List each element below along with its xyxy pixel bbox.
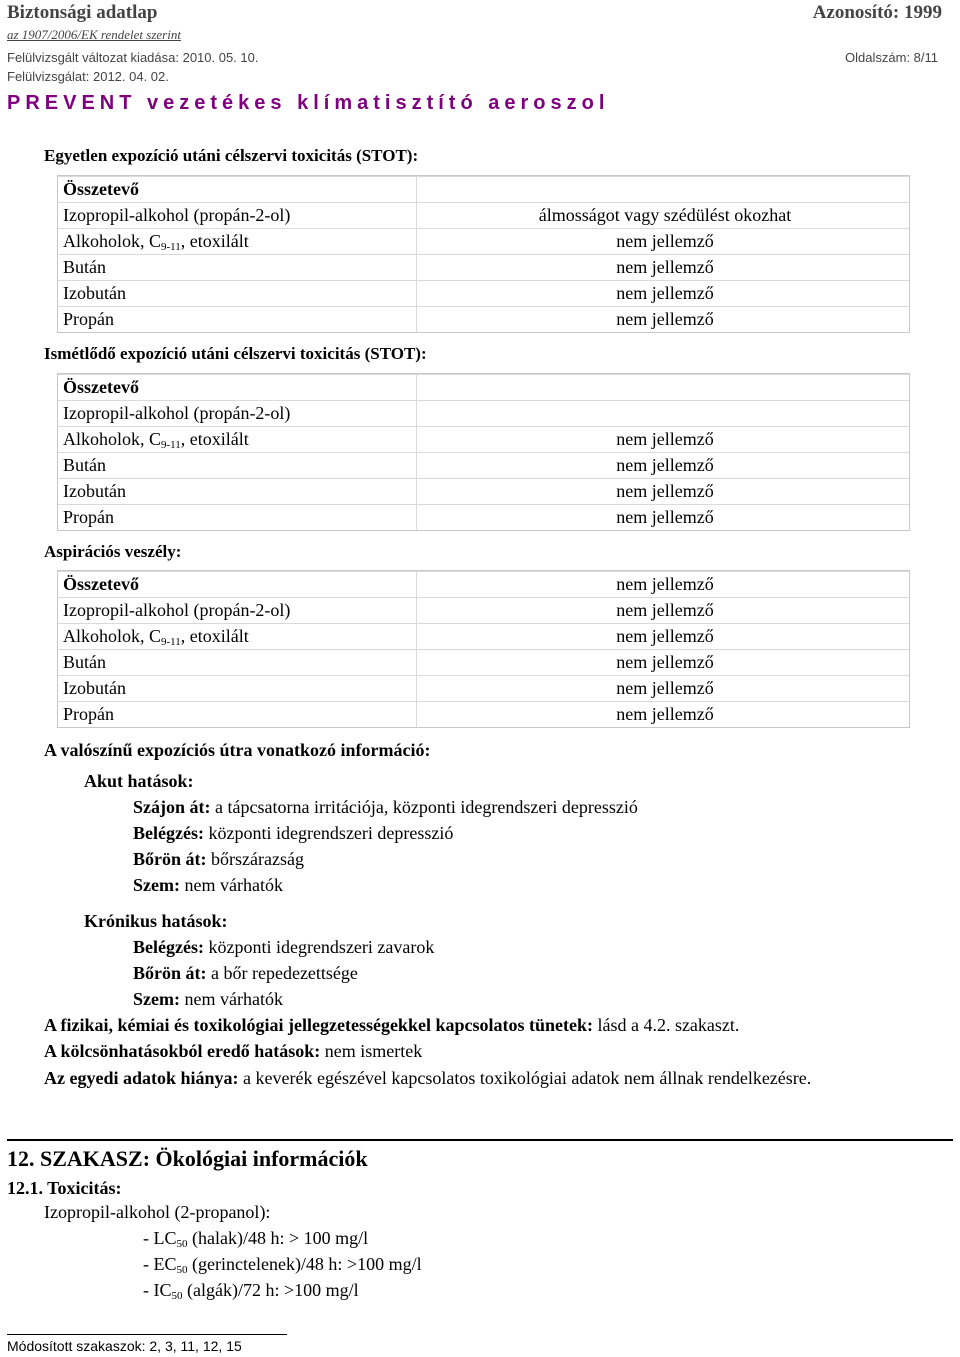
exposure-title: A valószínű expozíciós útra vonatkozó információ: — [44, 740, 431, 760]
aspiration-table — [57, 570, 910, 728]
component-name: Izopropil-alkohol (propán-2-ol) — [63, 205, 291, 225]
acute-effects-title: Akut hatások: — [84, 771, 194, 791]
component-name: Propán — [63, 704, 114, 724]
acute-item: Belégzés: központi idegrendszeri depresszió — [133, 823, 454, 843]
column-header: Összetevő — [63, 574, 139, 594]
chronic-item: Bőrön át: a bőr repedezettsége — [133, 963, 358, 983]
component-value: nem jellemző — [616, 652, 714, 672]
table-row — [58, 306, 909, 332]
table-header-row — [58, 176, 909, 202]
modified-sections: Módosított szakaszok: 2, 3, 11, 12, 15 — [7, 1338, 242, 1354]
component-name: Izobután — [63, 678, 126, 698]
stot-single-table — [57, 175, 910, 333]
component-value: nem jellemző — [616, 231, 714, 251]
component-name: Propán — [63, 309, 114, 329]
product-name: PREVENT vezetékes klímatisztító aeroszol — [7, 92, 610, 114]
component-name: Alkoholok, $C_{9-11}$, etoxilált — [63, 429, 249, 451]
component-value: nem jellemző — [616, 626, 714, 646]
table-row — [58, 649, 909, 675]
component-name: Bután — [63, 652, 106, 672]
table-row — [58, 202, 909, 228]
toxicity-item: - EC50 (gerinctelenek)/48 h: >100 mg/l — [143, 1254, 422, 1276]
table-row — [58, 280, 909, 306]
component-value: nem jellemző — [616, 507, 714, 527]
section-12-title: 12. SZAKASZ: Ökológiai információk — [7, 1146, 368, 1171]
table-row — [58, 597, 909, 623]
regulation-reference: az 1907/2006/EK rendelet szerint — [7, 27, 181, 42]
stot-single-title: Egyetlen expozíció utáni célszervi toxicitás (STOT): — [44, 146, 419, 165]
substance-name: Izopropil-alkohol (2-propanol): — [44, 1202, 271, 1222]
component-name: Izobután — [63, 283, 126, 303]
table-row — [58, 675, 909, 701]
component-name: Bután — [63, 455, 106, 475]
component-name: Izopropil-alkohol (propán-2-ol) — [63, 600, 291, 620]
missing-data-paragraph: Az egyedi adatok hiánya: a keverék egészével kapcsolatos toxikológiai adatok nem állnak rendelkezésre. — [44, 1068, 812, 1088]
component-value: nem jellemző — [616, 309, 714, 329]
section-divider — [7, 1139, 953, 1141]
document-identifier: Azonosító: 1999 — [812, 2, 942, 23]
table-row — [58, 228, 909, 254]
aspiration-title: Aspirációs veszély: — [44, 542, 182, 561]
component-value: nem jellemző — [616, 429, 714, 449]
chronic-effects-title: Krónikus hatások: — [84, 911, 228, 931]
toxicity-item: - LC50 (halak)/48 h: > 100 mg/l — [143, 1228, 369, 1250]
component-value: nem jellemző — [616, 455, 714, 475]
component-name: Alkoholok, $C_{9-11}$, etoxilált — [63, 626, 249, 648]
toxicity-subtitle: 12.1. Toxicitás: — [7, 1178, 122, 1198]
table-row — [58, 623, 909, 649]
component-value: álmosságot vagy szédülést okozhat — [538, 205, 792, 225]
document-title: Biztonsági adatlap — [7, 2, 158, 23]
component-value: nem jellemző — [616, 574, 714, 594]
stot-repeated-title: Ismétlődő expozíció utáni célszervi toxicitás (STOT): — [44, 344, 427, 363]
table-row — [58, 254, 909, 280]
chronic-item: Szem: nem várhatók — [133, 989, 283, 1009]
acute-item: Bőrön át: bőrszárazság — [133, 849, 304, 869]
component-name: Propán — [63, 507, 114, 527]
component-value: nem jellemző — [616, 257, 714, 277]
component-value: nem jellemző — [616, 678, 714, 698]
stot-repeated-table — [57, 373, 910, 531]
component-value: nem jellemző — [616, 704, 714, 724]
component-value: nem jellemző — [616, 283, 714, 303]
table-header-row — [58, 374, 909, 400]
chronic-item: Belégzés: központi idegrendszeri zavarok — [133, 937, 435, 957]
acute-item: Szájon át: a tápcsatorna irritációja, központi idegrendszeri depresszió — [133, 797, 638, 817]
table-row — [58, 701, 909, 727]
component-value: nem jellemző — [616, 481, 714, 501]
component-name: Alkoholok, $C_{9-11}$, etoxilált — [63, 231, 249, 253]
table-row — [58, 504, 909, 530]
column-header: Összetevő — [63, 377, 139, 397]
component-name: Bután — [63, 257, 106, 277]
column-header: Összetevő — [63, 179, 139, 199]
toxicity-item: - IC50 (algák)/72 h: >100 mg/l — [143, 1280, 359, 1302]
component-name: Izopropil-alkohol (propán-2-ol) — [63, 403, 291, 423]
revision-date: Felülvizsgált változat kiadása: 2010. 05. 10. — [7, 50, 259, 65]
acute-item: Szem: nem várhatók — [133, 875, 283, 895]
interactions-line: A kölcsönhatásokból eredő hatások: nem ismertek — [44, 1041, 423, 1061]
table-header-row — [58, 571, 909, 597]
symptoms-line: A fizikai, kémiai és toxikológiai jellegzetességekkel kapcsolatos tünetek: lásd a 4.2. szakaszt. — [44, 1015, 740, 1035]
component-value: nem jellemző — [616, 600, 714, 620]
table-row — [58, 452, 909, 478]
page-number: Oldalszám: 8/11 — [845, 50, 938, 65]
checked-date: Felülvizsgálat: 2012. 04. 02. — [7, 69, 169, 84]
component-name: Izobután — [63, 481, 126, 501]
footer-divider — [7, 1334, 287, 1335]
table-row — [58, 478, 909, 504]
table-row — [58, 400, 909, 426]
table-row — [58, 426, 909, 452]
